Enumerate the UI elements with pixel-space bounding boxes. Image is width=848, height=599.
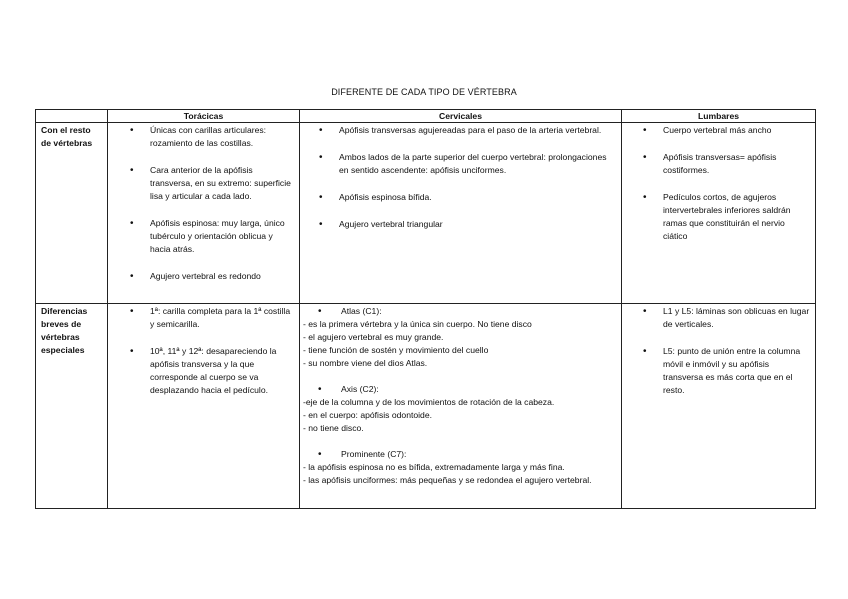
- list-item: • Ambos lados de la parte superior del cuerpo vertebral: prolongaciones en sentido ascendente: apófisis unciformes.: [339, 151, 616, 177]
- cell-toracicas: [108, 304, 300, 509]
- list-item: • Apófisis transversas= apófisis costiformes.: [663, 151, 810, 177]
- bullet-icon: •: [318, 306, 322, 317]
- list-item: • 1ª: carilla completa para la 1ª costilla y semicarilla.: [150, 305, 294, 331]
- section-line: - tiene función de sostén y movimiento del cuello: [303, 345, 489, 355]
- section-line: - el agujero vertebral es muy grande.: [303, 332, 444, 342]
- section-line: - en el cuerpo: apófisis odontoide.: [303, 410, 432, 420]
- table-row: [36, 304, 816, 509]
- row-header: Con el resto de vértebras: [36, 123, 108, 304]
- list-item: • Apófisis espinosa bífida.: [339, 191, 616, 204]
- list-item: • Apófisis transversas agujereadas para el paso de la arteria vertebral.: [339, 124, 616, 137]
- section-line: - no tiene disco.: [303, 423, 364, 433]
- section-line: -eje de la columna y de los movimientos de rotación de la cabeza.: [303, 397, 555, 407]
- cell-cervicales: [300, 304, 622, 509]
- document-title: DIFERENTE DE CADA TIPO DE VÉRTEBRA: [331, 87, 517, 97]
- list-item: • L1 y L5: láminas son oblicuas en lugar de verticales.: [663, 305, 810, 331]
- column-header-lumbares: Lumbares: [622, 110, 816, 123]
- list-item: • Agujero vertebral es redondo: [150, 270, 294, 283]
- section-line: - la apófisis espinosa no es bífida, extremadamente larga y más fina.: [303, 462, 565, 472]
- list-item: • Cara anterior de la apófisis transversa, en su extremo: superficie lisa y articular a cada lado.: [150, 164, 294, 203]
- section-line: - su nombre viene del dios Atlas.: [303, 358, 428, 368]
- list-item: • Apófisis espinosa: muy larga, único tubérculo y orientación oblicua y hacia atrás.: [150, 217, 294, 256]
- corner-header: [36, 110, 108, 123]
- section-line: - las apófisis unciformes: más pequeñas y se redondea el agujero vertebral.: [303, 475, 592, 485]
- cell-toracicas: [108, 123, 300, 304]
- list-item: • 10ª, 11ª y 12ª: desapareciendo la apófisis transversa y la que corresponde al cuerpo se va desplazando hacia el pedículo.: [150, 345, 294, 397]
- section-heading: Atlas (C1):: [341, 306, 382, 316]
- section-prominente: [303, 448, 616, 487]
- cell-lumbares: [622, 123, 816, 304]
- list-item: • Únicas con carillas articulares: rozamiento de las costillas.: [150, 124, 294, 150]
- cell-lumbares: [622, 304, 816, 509]
- section-atlas: [303, 305, 616, 370]
- column-header-cervicales: Cervicales: [300, 110, 622, 123]
- list-item: • Cuerpo vertebral más ancho: [663, 124, 810, 137]
- section-axis: [303, 383, 616, 435]
- section-heading: Axis (C2):: [341, 384, 379, 394]
- row-header: Diferencias breves de vértebras especiales: [36, 304, 108, 509]
- vertebra-table: [35, 109, 816, 509]
- list-item: • Pedículos cortos, de agujeros intervertebrales inferiores saldrán ramas que constituirán el nervio ciático: [663, 191, 810, 243]
- list-item: • L5: punto de unión entre la columna móvil e inmóvil y su apófisis transversa es más corta que en el resto.: [663, 345, 810, 397]
- table-row: [36, 123, 816, 304]
- bullet-icon: •: [318, 384, 322, 395]
- section-heading: Prominente (C7):: [341, 449, 407, 459]
- table-header-row: [36, 110, 816, 123]
- cell-cervicales: [300, 123, 622, 304]
- section-line: - es la primera vértebra y la única sin cuerpo. No tiene disco: [303, 319, 532, 329]
- column-header-toracicas: Torácicas: [108, 110, 300, 123]
- list-item: • Agujero vertebral triangular: [339, 218, 616, 231]
- bullet-icon: •: [318, 449, 322, 460]
